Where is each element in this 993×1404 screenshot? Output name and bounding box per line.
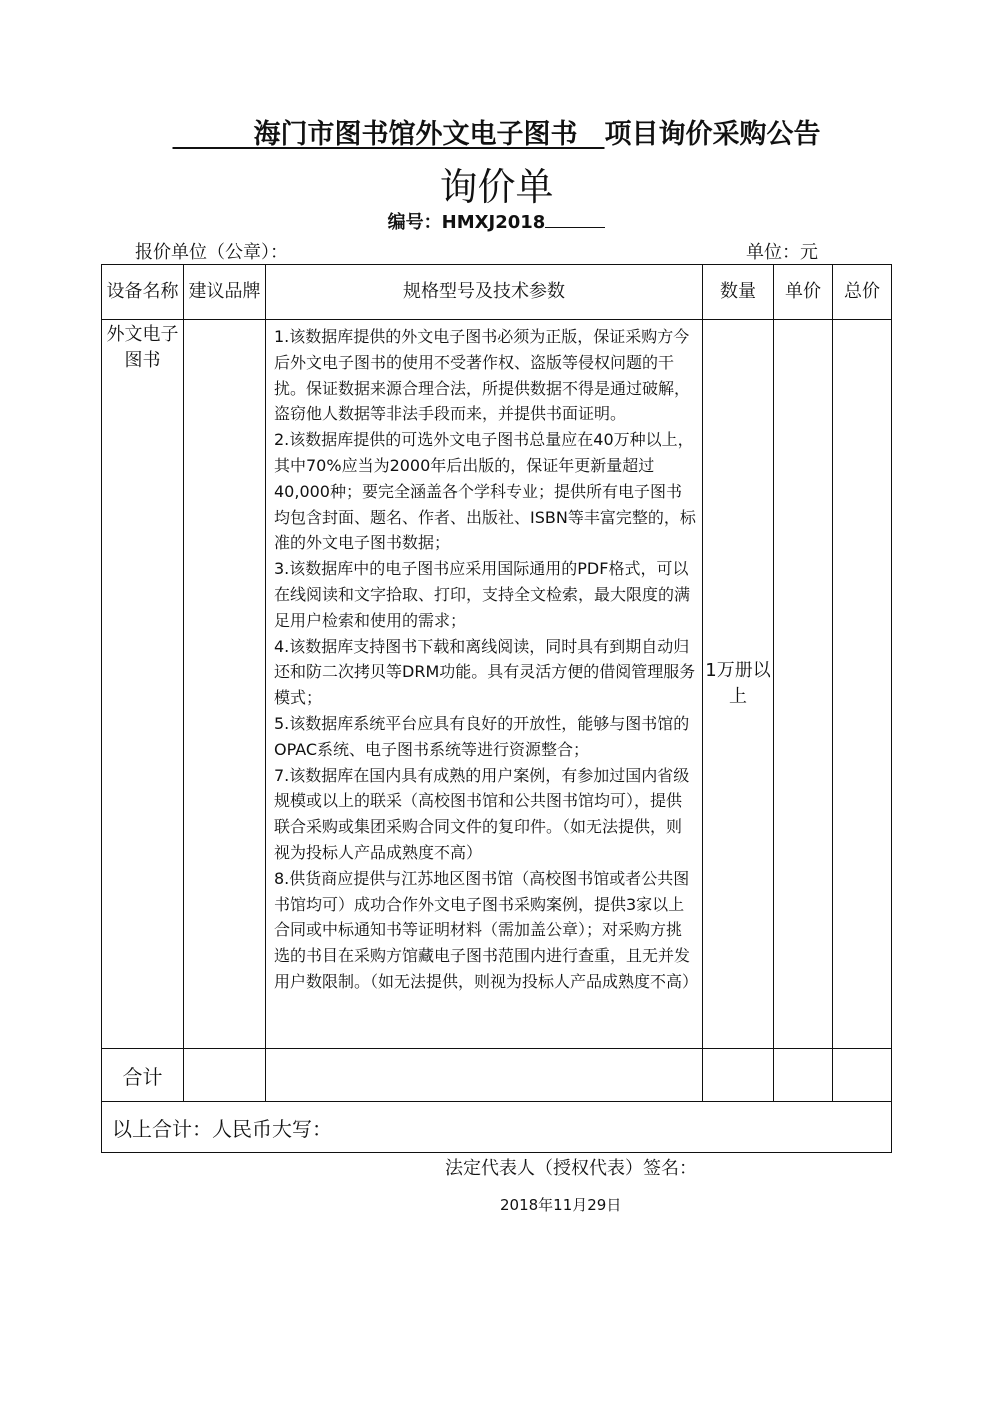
cell-total-price[interactable] [833,320,892,1049]
table-header-row [102,265,892,320]
document-title [0,112,993,151]
sum-label: 合计 [102,1049,184,1102]
document-subtitle: 询价单 [439,165,554,209]
spec-item: 5.该数据库系统平台应具有良好的开放性，能够与图书馆的OPAC系统、电子图书系统等进行资源整合； [274,713,690,759]
spec-item: 8.供货商应提供与江苏地区图书馆（高校图书馆或者公共图书馆均可）成功合作外文电子图书采购案例，提供3家以上合同或中标通知书等证明材料（需加盖公章）；对采购方挑选的书目在采购方馆藏电子图书范围内进行查重，且无并发用户数限制。（如无法提供，则视为投标人产品成熟度不高） [274,868,699,991]
table-row [102,320,892,1049]
grand-total-row [102,1102,892,1153]
inquiry-table [101,264,892,1153]
code-blank-line [545,213,605,228]
cell-unit-price[interactable] [774,320,833,1049]
header-brand: 建议品牌 [184,265,266,320]
document-code [0,208,993,234]
sum-unit-price-cell[interactable] [774,1049,833,1102]
header-unit-price: 单价 [774,265,833,320]
sum-row [102,1049,892,1102]
header-quantity: 数量 [703,265,774,320]
sum-brand-cell[interactable] [184,1049,266,1102]
spec-item: 1.该数据库提供的外文电子图书必须为正版，保证采购方今后外文电子图书的使用不受著作权、盗版等侵权问题的干扰。保证数据来源合理合法，所提供数据不得是通过破解，盗窃他人数据等非法手段而来，并提供书面证明。 [274,327,691,424]
cell-brand[interactable] [184,320,266,1049]
spec-item: 3.该数据库中的电子图书应采用国际通用的PDF格式，可以在线阅读和文字拾取、打印，支持全文检索，最大限度的满足用户检索和使用的需求； [274,559,691,630]
spec-item: 2.该数据库提供的可选外文电子图书总量应在40万种以上，其中70%应当为2000年后出版的，保证年更新量超过40,000种；要完全涵盖各个学科专业；提供所有电子图书均包含封面、题名、作者、出版社、ISBN等丰富完整的，标准的外文电子图书数据； [274,430,696,553]
currency-unit-label: 单位：元 [746,242,818,263]
title-rest: 项目询价采购公告 [604,119,821,150]
spec-item: 4.该数据库支持图书下载和离线阅读，同时具有到期自动归还和防二次拷贝等DRM功能。具有灵活方便的借阅管理服务模式； [274,636,696,708]
header-total-price: 总价 [833,265,892,320]
code-value: HMXJ2018 [441,212,546,233]
signature-label: 法定代表人（授权代表）签名： [445,1158,697,1179]
cell-quantity: 1万册以上 [703,320,774,1049]
grand-total-label[interactable]: 以上合计：人民币大写： [102,1102,892,1153]
code-label: 编号： [387,212,442,233]
spec-item: 7.该数据库在国内具有成熟的用户案例，有参加过国内省级规模或以上的联采（高校图书馆和公共图书馆均可），提供联合采购或集团采购合同文件的复印件。（如无法提供，则视为投标人产品成熟度不高） [274,765,690,862]
quote-unit-label: 报价单位（公章）： [135,242,288,263]
header-device-name: 设备名称 [102,265,184,320]
sum-spec-cell[interactable] [266,1049,703,1102]
title-underlined-part: 海门市图书馆外文电子图书 [253,119,578,150]
cell-device-name: 外文电子图书 [102,320,184,1049]
sum-quantity-cell[interactable] [703,1049,774,1102]
sum-total-price-cell[interactable] [833,1049,892,1102]
cell-spec [266,320,703,1049]
document-date: 2018年11月29日 [500,1196,622,1214]
header-spec: 规格型号及技术参数 [266,265,703,320]
